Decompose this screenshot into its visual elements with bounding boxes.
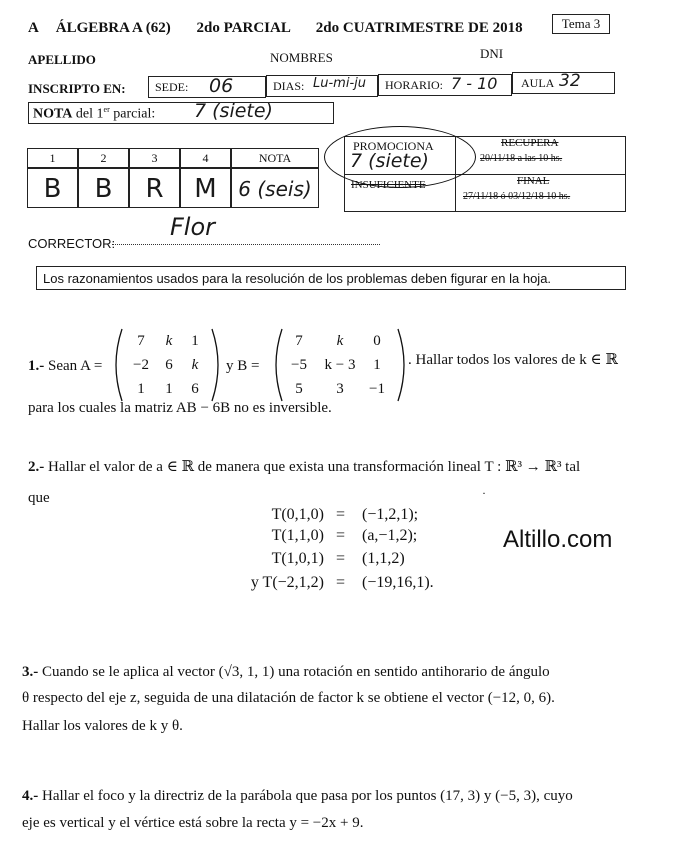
problem-1-y-b: y B = <box>226 358 260 374</box>
matrix-a-cell: 6 <box>165 357 173 373</box>
header-parcial: 2do PARCIAL <box>196 20 291 36</box>
problem-1-intro <box>28 358 102 375</box>
eq-sign-3: = <box>336 550 346 567</box>
problem-2-number: 2.- <box>28 459 45 475</box>
grade-header-4: 4 <box>180 148 231 168</box>
problem-4-line1 <box>22 788 573 805</box>
grade-header-nota: NOTA <box>231 148 319 168</box>
dias-label: DIAS: <box>273 79 305 93</box>
exam-header <box>28 20 523 37</box>
problem-3-line2: θ respecto del eje z, seguida de una dilatación de factor k se obtiene el vector (−12, 0, 6). <box>22 690 555 706</box>
header-letter: A <box>28 20 39 36</box>
header-subject: ÁLGEBRA A (62) <box>55 20 171 36</box>
horario-value: 7 - 10 <box>451 74 498 93</box>
matrix-b-cell: k <box>336 333 344 349</box>
problem-1-sean: Sean A = <box>48 358 103 374</box>
problem-3-line3: Hallar los valores de k y θ. <box>22 718 183 734</box>
grade-header-2: 2 <box>78 148 129 168</box>
eq-sign-4: = <box>336 574 346 591</box>
grade-value-3: R <box>129 168 180 208</box>
problem-3-number: 3.- <box>22 664 39 680</box>
final-label: FINAL <box>517 175 550 187</box>
sede-label: SEDE: <box>155 80 189 94</box>
header-cuatrimestre: 2do CUATRIMESTRE DE 2018 <box>315 20 523 36</box>
notice-text: Los razonamientos usados para la resolución de los problemas deben figurar en la hoja. <box>43 271 552 286</box>
matrix-a-cell: k <box>191 357 199 373</box>
tema-box <box>552 14 610 34</box>
recupera-label: RECUPERA <box>501 137 559 149</box>
recupera-date: 20/11/18 a las 10 hs. <box>480 153 563 164</box>
problem-1-tail: . Hallar todos los valores de k ∈ ℝ <box>408 352 618 368</box>
apellido-label: APELLIDO <box>28 52 96 67</box>
problem-3-line1 <box>22 664 550 681</box>
grade-value-2: B <box>78 168 129 208</box>
matrix-a-cell: 6 <box>191 381 199 397</box>
grade-header-3: 3 <box>129 148 180 168</box>
problem-2-que: que <box>28 490 50 506</box>
inscripto-label: INSCRIPTO EN: <box>28 81 126 96</box>
eq-rhs-4: (−19,16,1). <box>362 574 434 591</box>
eq-lhs-2: T(1,1,0) <box>271 527 324 544</box>
eq-lhs-4: y T(−2,1,2) <box>250 574 324 591</box>
grade-header-1: 1 <box>27 148 78 168</box>
eq-rhs-3: (1,1,2) <box>362 550 405 567</box>
matrix-a-cell: k <box>165 333 173 349</box>
eq-lhs-1: T(0,1,0) <box>271 506 324 523</box>
grade-value-4: M <box>180 168 231 208</box>
eq-rhs-2: (a,−1,2); <box>362 527 418 544</box>
dias-value: Lu-mi-ju <box>313 76 366 91</box>
problem-1-line2: para los cuales la matriz AB − 6B no es inversible. <box>28 400 332 416</box>
aula-label: AULA <box>521 76 555 90</box>
eq-rhs-1: (−1,2,1); <box>362 506 419 523</box>
grade-value-nota: 6 (seis) <box>231 168 319 208</box>
nota1-value: 7 (siete) <box>194 100 273 122</box>
eq-lhs-3: T(1,0,1) <box>271 550 324 567</box>
promociona-label: PROMOCIONA <box>353 139 434 153</box>
problem-4-text1: Hallar el foco y la directriz de la parábola que pasa por los puntos (17, 3) y (−5, 3), cuyo <box>42 788 573 804</box>
matrix-b-cell: −5 <box>291 357 307 373</box>
eq-sign-1: = <box>336 506 346 523</box>
watermark: Altillo.com <box>503 526 613 553</box>
stray-dot: · <box>482 486 486 500</box>
matrix-b-cell: −1 <box>369 381 385 397</box>
corrector-label: CORRECTOR: <box>28 236 116 251</box>
aula-box <box>512 72 615 94</box>
final-date: 27/11/18 ó 03/12/18 10 hs. <box>463 191 571 202</box>
problem-4-line2: eje es vertical y el vértice está sobre la recta y = −2x + 9. <box>22 815 364 831</box>
matrix-a <box>112 327 222 403</box>
nota1-box <box>28 102 334 124</box>
matrix-b-cell: 0 <box>373 333 381 349</box>
nota1-label: NOTA del 1er parcial: <box>33 105 156 122</box>
eq-sign-2: = <box>336 527 346 544</box>
matrix-a-cell: 1 <box>165 381 173 397</box>
problem-4-number: 4.- <box>22 788 39 804</box>
matrix-a-cell: 1 <box>137 381 145 397</box>
matrix-b-cell: k − 3 <box>324 357 356 373</box>
matrix-a-cell: 1 <box>191 333 199 349</box>
dni-label: DNI <box>480 46 504 61</box>
problem-2-statement: Hallar el valor de a ∈ ℝ de manera que exista una transformación lineal T : ℝ³ → ℝ³ tal <box>48 459 581 475</box>
matrix-b-cell: 5 <box>295 381 303 397</box>
dias-box <box>266 75 378 97</box>
notice-box <box>36 266 626 290</box>
corrector-dotted-line <box>112 232 380 245</box>
problem-3-text1: Cuando se le aplica al vector (√3, 1, 1) una rotación en sentido antihorario de ángulo <box>42 664 550 680</box>
nombres-label: NOMBRES <box>270 50 333 65</box>
insuficiente-label: INSUFICIENTE <box>351 179 426 191</box>
horario-box <box>378 74 512 96</box>
matrix-a-cell: −2 <box>133 357 149 373</box>
tema-label: Tema 3 <box>561 16 601 31</box>
problem-2-text <box>28 457 580 476</box>
sede-value: 06 <box>209 75 234 97</box>
horario-label: HORARIO: <box>385 78 444 92</box>
matrix-a-cell: 7 <box>137 333 145 349</box>
problem-1-number: 1.- <box>28 358 45 374</box>
grade-value-1: B <box>27 168 78 208</box>
matrix-b-cell: 1 <box>373 357 381 373</box>
matrix-b-cell: 7 <box>295 333 303 349</box>
corrector-signature: Flor <box>170 213 216 241</box>
aula-value: 32 <box>559 71 581 91</box>
matrix-b <box>272 327 408 403</box>
promociona-value: 7 (siete) <box>350 150 429 172</box>
matrix-b-cell: 3 <box>336 381 344 397</box>
sede-box <box>148 76 266 98</box>
